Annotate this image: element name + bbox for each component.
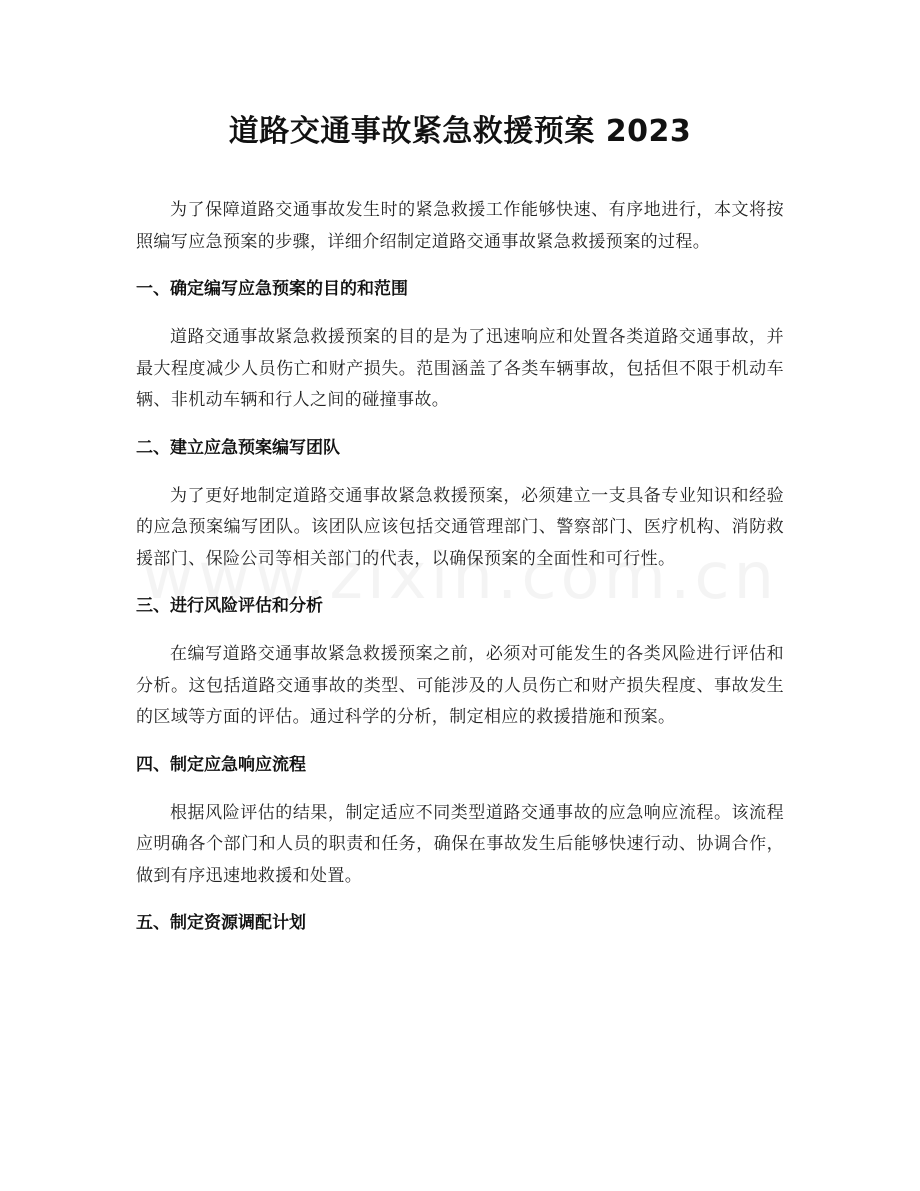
page-title: 道路交通事故紧急救援预案 2023 [228,114,692,149]
section-heading-3: 三、进行风险评估和分析 [136,596,323,616]
section-heading-2: 二、建立应急预案编写团队 [136,437,340,458]
intro-paragraph: 为了保障道路交通事故发生时的紧急救援工作能够快速、有序地进行，本文将按照编写应急预案的步骤，详细介绍制定道路交通事故紧急救援预案的过程。 [136,200,784,252]
section-heading-1: 一、确定编写应急预案的目的和范围 [136,279,408,299]
section-heading-5: 五、制定资源调配计划 [136,913,306,933]
section-body-1: 道路交通事故紧急救援预案的目的是为了迅速响应和处置各类道路交通事故，并最大程度减少人员伤亡和财产损失。范围涵盖了各类车辆事故，包括但不限于机动车辆、非机动车辆和行人之间的碰撞事故。 [136,327,784,410]
section-body-2: 为了更好地制定道路交通事故紧急救援预案，必须建立一支具备专业知识和经验的应急预案编写团队。该团队应该包括交通管理部门、警察部门、医疗机构、消防救援部门、保险公司等相关部门的代表，以确保预案的全面性和可行性。 [136,485,784,569]
section-body-3: 在编写道路交通事故紧急救援预案之前，必须对可能发生的各类风险进行评估和分析。这包括道路交通事故的类型、可能涉及的人员伤亡和财产损失程度、事故发生的区域等方面的评估。通过科学的分析，制定相应的救援措施和预案。 [136,644,784,727]
section-body-4: 根据风险评估的结果，制定适应不同类型道路交通事故的应急响应流程。该流程应明确各个部门和人员的职责和任务，确保在事故发生后能够快速行动、协调合作，做到有序迅速地救援和处置。 [136,802,784,886]
section-heading-4: 四、制定应急响应流程 [136,754,306,775]
